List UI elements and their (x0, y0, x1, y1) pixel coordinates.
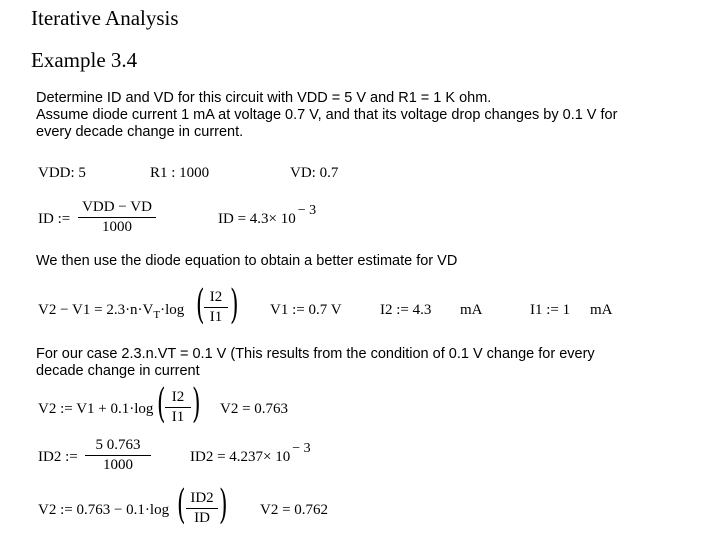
eq-id2-result-exponent: − 3 (292, 441, 311, 456)
eq-v2a-denominator: I1 (171, 409, 185, 425)
eq-diode-i2: I2 := 4.3 (380, 302, 432, 318)
def-vdd: VDD: 5 (38, 165, 86, 181)
def-vd: VD: 0.7 (290, 165, 339, 181)
diode-text: We then use the diode equation to obtain a better estimate for VD (36, 253, 458, 269)
left-paren-icon: ( (157, 381, 166, 427)
eq-v2a-lhs: V2 := V1 + 0.1·log (38, 401, 154, 417)
fraction-bar (165, 407, 191, 408)
page-subtitle: Example 3.4 (31, 48, 138, 72)
eq-v2b-lhs: V2 := 0.763 − 0.1·log (38, 502, 170, 518)
eq-diode-v1: V1 := 0.7 V (270, 302, 342, 318)
eq-id2-numerator: 5 0.763 (95, 437, 141, 453)
eq-id-fraction (78, 199, 156, 236)
eq-diode-i1-unit: mA (590, 302, 613, 318)
eq-diode-fraction (204, 289, 228, 326)
fraction-bar (85, 455, 151, 456)
case-text-line-2: decade change in current (36, 363, 200, 379)
eq-diode-lhs (38, 302, 184, 319)
page-title: Iterative Analysis (31, 6, 179, 30)
fraction-bar (204, 307, 228, 308)
fraction-bar (186, 508, 218, 509)
eq-diode-i1: I1 := 1 (530, 302, 571, 318)
eq-v2b-result: V2 = 0.762 (260, 502, 329, 518)
problem-line-2: Assume diode current 1 mA at voltage 0.7 V, and that its voltage drop changes by 0.1 V for (36, 107, 618, 123)
eq-v2a-numerator: I2 (171, 389, 185, 405)
eq-diode-lhs-text: V2 − V1 = 2.3·n·V (38, 302, 154, 318)
case-text-line-1: For our case 2.3.n.VT = 0.1 V (This results from the condition of 0.1 V change for every (36, 346, 595, 362)
eq-diode-denominator: I1 (209, 309, 223, 325)
eq-id2-fraction (85, 437, 151, 474)
eq-id2-lhs: ID2 := (38, 449, 78, 465)
left-paren-icon: ( (196, 282, 205, 328)
eq-id-lhs: ID := (38, 211, 71, 227)
eq-diode-i2-unit: mA (460, 302, 483, 318)
eq-diode-numerator: I2 (209, 289, 223, 305)
fraction-bar (78, 217, 156, 218)
eq-v2b-denominator: ID (194, 510, 210, 526)
eq-v2a-result: V2 = 0.763 (220, 401, 289, 417)
left-paren-icon: ( (177, 482, 186, 528)
eq-id-numerator: VDD − VD (82, 199, 152, 215)
eq-diode-subscript: T (153, 309, 161, 321)
right-paren-icon: ) (219, 482, 228, 528)
problem-line-3: every decade change in current. (36, 124, 244, 140)
eq-id-result (218, 203, 317, 228)
def-r1: R1 : 1000 (150, 165, 210, 181)
eq-id2-denominator: 1000 (103, 457, 133, 473)
eq-v2a-fraction (165, 389, 191, 426)
right-paren-icon: ) (230, 282, 239, 328)
eq-id-denominator: 1000 (102, 219, 132, 235)
eq-id2-result-base: ID2 = 4.237× 10 (190, 449, 291, 465)
eq-v2b-fraction (186, 490, 218, 527)
eq-id-result-exponent: − 3 (297, 203, 317, 218)
eq-id2-result (190, 441, 311, 466)
eq-v2b-numerator: ID2 (190, 490, 214, 506)
eq-diode-log: ·log (160, 302, 185, 318)
problem-line-1: Determine ID and VD for this circuit with VDD = 5 V and R1 = 1 K ohm. (36, 90, 492, 106)
eq-id-result-base: ID = 4.3× 10 (218, 211, 296, 227)
right-paren-icon: ) (192, 381, 201, 427)
